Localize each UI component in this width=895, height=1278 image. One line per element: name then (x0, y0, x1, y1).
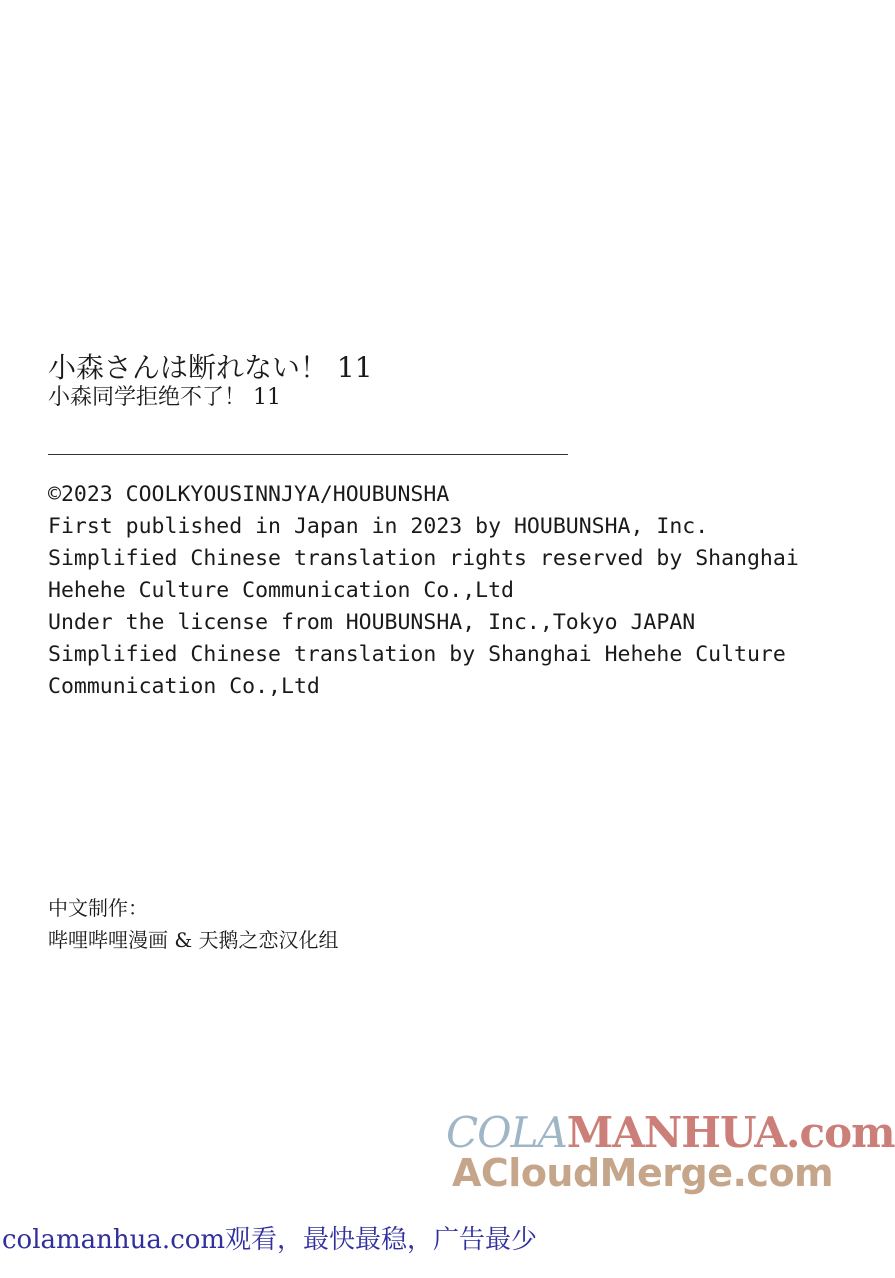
production-label: 中文制作： (48, 896, 148, 920)
copyright-line: Simplified Chinese translation rights reserved by Shanghai (48, 546, 799, 571)
copyright-line: Under the license from HOUBUNSHA, Inc.,Tokyo JAPAN (48, 610, 696, 635)
title-chinese: 小森同学拒绝不了！ 11 (48, 385, 281, 410)
production-names: 哔哩哔哩漫画 & 天鹅之恋汉化组 (48, 928, 339, 952)
copyright-line: Hehehe Culture Communication Co.,Ltd (48, 578, 514, 603)
copyright-line: Communication Co.,Ltd (48, 674, 320, 699)
promo-link[interactable]: colamanhua.com观看，最快最稳，广告最少 (2, 1225, 538, 1255)
watermark-line2: ACloudMerge.com (452, 1151, 834, 1195)
title-japanese: 小森さんは断れない！ 11 (48, 351, 373, 384)
copyright-line: First published in Japan in 2023 by HOUBUNSHA, Inc. (48, 514, 709, 539)
watermark-part2: MANHUA.com (566, 1108, 895, 1157)
copyright-line: Simplified Chinese translation by Shanghai Hehehe Culture (48, 642, 786, 667)
copyright-block (48, 479, 799, 703)
watermark-part1: COLA (446, 1108, 567, 1157)
copyright-line: ©2023 COOLKYOUSINNJYA/HOUBUNSHA (48, 482, 450, 507)
divider-line (48, 454, 568, 455)
